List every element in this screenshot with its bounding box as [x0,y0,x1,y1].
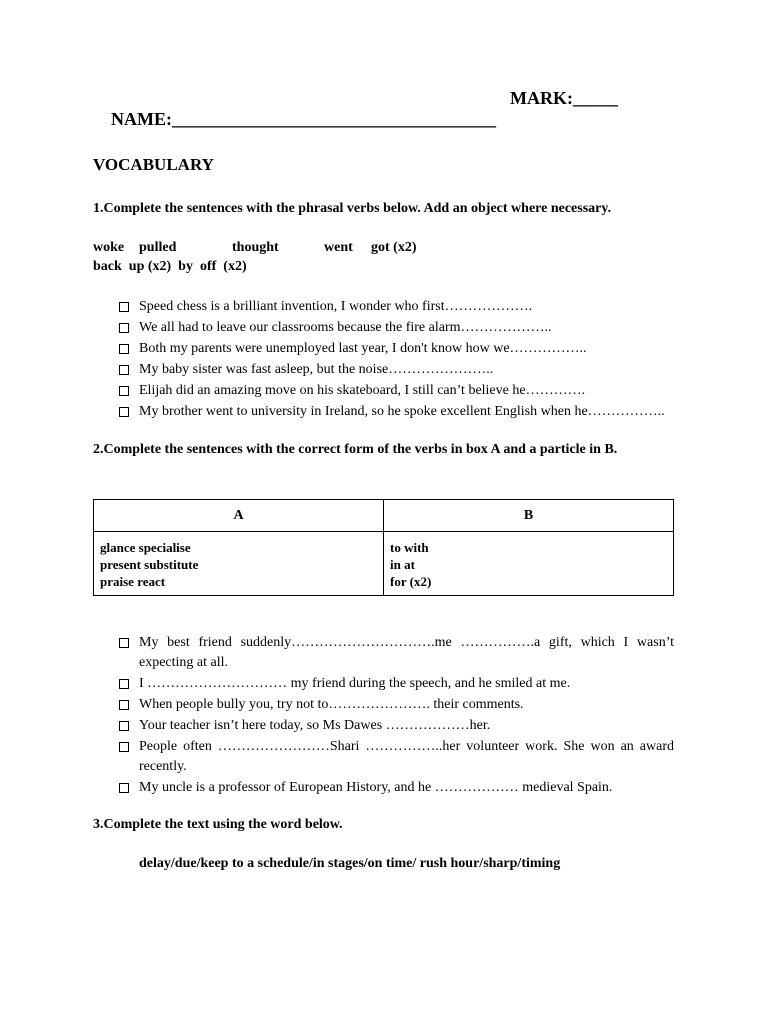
list-item [119,297,674,317]
list-item [119,674,674,694]
verb-line: glance specialise [100,540,191,555]
verb-line: praise react [100,574,166,589]
item-text: My brother went to university in Ireland, so he spoke excellent English when he…………….. [139,404,665,419]
word-bank-row-1 [93,240,453,258]
checkbox[interactable] [119,679,129,689]
list-item [119,778,674,798]
item-text: My baby sister was fast asleep, but the noise………………….. [139,362,494,377]
checkbox[interactable] [119,302,129,312]
particle-line: in at [390,557,415,572]
checkbox[interactable] [119,344,129,354]
particle-line: for (x2) [390,574,432,589]
exercise1-instruction: 1.Complete the sentences with the phrasal verbs below. Add an object where necessary. [93,201,612,216]
checkbox[interactable] [119,323,129,333]
table-header-a: A [94,500,384,532]
checkbox[interactable] [119,742,129,752]
item-text: My uncle is a professor of European History, and he ……………… medieval Spain. [139,780,613,795]
checkbox[interactable] [119,638,129,648]
mark-field-label: MARK:_____ [510,88,618,108]
exercise1-list [119,297,674,423]
checkbox[interactable] [119,721,129,731]
word-bank-item: got (x2) [371,240,417,255]
table-header-b: B [384,500,674,532]
list-item [119,695,674,715]
list-item [119,737,674,777]
word-bank-item: went [324,240,353,255]
exercise3-instruction: 3.Complete the text using the word below. [93,817,343,832]
list-item [119,402,674,422]
item-text: My best friend suddenly………………………….me …………….a gift, which I wasn’t expecting at all. [139,635,674,670]
list-item [119,633,674,673]
exercise2-instruction: 2.Complete the sentences with the correct form of the verbs in box A and a particle in B. [93,442,618,457]
word-bank-item: thought [232,240,279,255]
item-text: When people bully you, try not to…………………. their comments. [139,697,524,712]
verb-particle-table [93,499,674,596]
list-item [119,716,674,736]
checkbox[interactable] [119,700,129,710]
item-text: People often ……………………Shari ……………..her volunteer work. She won an award recently. [139,739,674,774]
table-cell-a [94,532,384,596]
name-field-label: NAME:____________________________________ [111,109,496,129]
list-item [119,318,674,338]
checkbox[interactable] [119,407,129,417]
exercise3-word-list: delay/due/keep to a schedule/in stages/on time/ rush hour/sharp/timing [139,856,561,871]
table-cell-b [384,532,674,596]
word-bank-item: pulled [139,240,177,255]
list-item [119,339,674,359]
item-text: Both my parents were unemployed last year, I don't know how we…………….. [139,341,587,356]
item-text: We all had to leave our classrooms because the fire alarm……………….. [139,320,552,335]
list-item [119,381,674,401]
item-text: I ………………………… my friend during the speech, and he smiled at me. [139,676,571,691]
item-text: Elijah did an amazing move on his skateboard, I still can’t believe he…………. [139,383,586,398]
checkbox[interactable] [119,783,129,793]
particle-line: to with [390,540,429,555]
checkbox[interactable] [119,365,129,375]
exercise2-list [119,633,674,799]
item-text: Your teacher isn’t here today, so Ms Dawes ………………her. [139,718,491,733]
word-bank-item: woke [93,240,125,255]
checkbox[interactable] [119,386,129,396]
list-item [119,360,674,380]
verb-line: present substitute [100,557,199,572]
item-text: Speed chess is a brilliant invention, I wonder who first………………. [139,299,533,314]
word-bank-row-2: back up (x2) by off (x2) [93,259,247,274]
section-title: VOCABULARY [93,155,214,174]
